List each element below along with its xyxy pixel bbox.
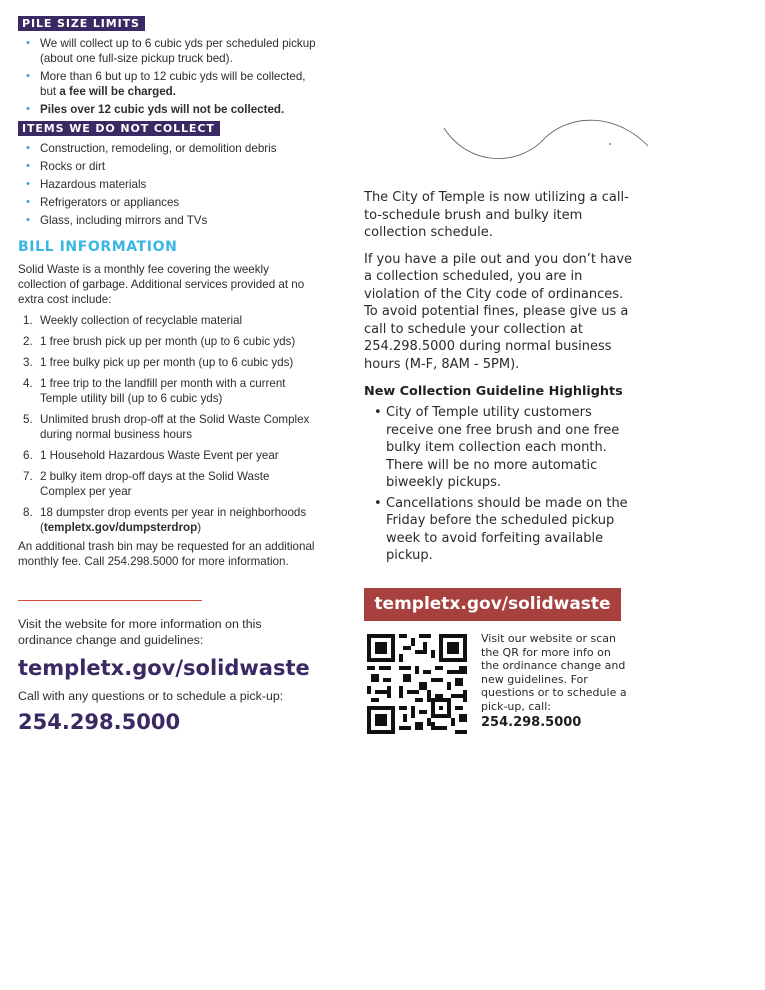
qr-info-section: [481, 632, 627, 730]
pile-size-limits-section: [18, 14, 318, 120]
items-not-collected-section: [18, 119, 318, 231]
bill-information-section: [18, 239, 318, 569]
visit-website-text: Visit the website for more information on this ordinance change and guidelines:: [18, 617, 262, 647]
list-item: • We will collect up to 6 cubic yds per scheduled pickup (about one full-size pickup truck bed).: [18, 36, 318, 66]
contact-section: [18, 616, 318, 734]
list-item: • More than 6 but up to 12 cubic yds will be collected, but a fee will be charged.: [18, 69, 318, 99]
items-not-collected-header: ITEMS WE DO NOT COLLECT: [18, 121, 220, 136]
phone-number[interactable]: 254.298.5000: [18, 710, 181, 734]
violation-paragraph: If you have a pile out and you don’t have a collection scheduled, you are in violation of the City code of ordinances. To avoid potential fines, please give us a call to schedule your collection at 254.298.5000 during normal business hours (M-F, 8AM - 5PM).: [364, 251, 633, 372]
items-not-collected-list: [18, 141, 318, 228]
list-item: 4. 1 free trip to the landfill per month with a current Temple utility bill (up to 6 cubic yds): [23, 377, 286, 405]
list-item: • Refrigerators or appliances: [18, 195, 318, 210]
list-item: 7. 2 bulky item drop-off days at the Solid Waste Complex per year: [23, 470, 270, 498]
bill-information-intro: Solid Waste is a monthly fee covering the weekly collection of garbage. Additional services provided at no extra cost include:: [18, 263, 305, 306]
intro-paragraph: The City of Temple is now utilizing a call-to-schedule brush and bulky item collection schedule.: [364, 190, 629, 240]
qr-phone-number[interactable]: 254.298.5000: [481, 715, 582, 730]
website-banner[interactable]: templetx.gov/solidwaste: [364, 588, 621, 621]
list-item: • Glass, including mirrors and TVs: [18, 213, 318, 228]
list-item: • Hazardous materials: [18, 177, 318, 192]
list-item: • City of Temple utility customers receive one free brush and one free bulky item collection each month. There will be no more automatic biweekly pickups.: [364, 404, 636, 492]
pile-size-limits-header: PILE SIZE LIMITS: [18, 16, 145, 31]
bill-information-list: [18, 313, 318, 535]
list-item: • Cancellations should be made on the Friday before the scheduled pickup week to avoid forfeiting available pickup.: [364, 495, 636, 565]
list-item: 1. Weekly collection of recyclable material: [23, 314, 243, 327]
list-item: • Construction, remodeling, or demolition debris: [18, 141, 318, 156]
list-item: 5. Unlimited brush drop-off at the Solid Waste Complex during normal business hours: [23, 413, 310, 441]
dumpsterdrop-link[interactable]: templetx.gov/dumpsterdrop: [43, 521, 198, 534]
list-item: • Rocks or dirt: [18, 159, 318, 174]
list-item: • Piles over 12 cubic yds will not be collected.: [18, 102, 318, 117]
call-text: Call with any questions or to schedule a pick-up:: [18, 689, 284, 703]
highlights-title: New Collection Guideline Highlights: [364, 384, 623, 399]
bill-information-footer: An additional trash bin may be requested for an additional monthly fee. Call 254.298.5000 for more information.: [18, 540, 315, 568]
list-item: 3. 1 free bulky pick up per month (up to 6 cubic yds): [23, 356, 294, 369]
qr-info-text: Visit our website or scan the QR for more info on the ordinance change and new guidelines. For questions or to schedule a pick-up, call:: [481, 632, 627, 713]
website-link[interactable]: templetx.gov/solidwaste: [18, 656, 310, 680]
bill-information-title: BILL INFORMATION: [18, 239, 178, 255]
list-item: 2. 1 free brush pick up per month (up to 6 cubic yds): [23, 335, 296, 348]
divider: [18, 600, 202, 601]
highlights-list: [364, 404, 636, 565]
right-intro-section: [364, 189, 636, 568]
qr-code-icon[interactable]: [367, 634, 467, 734]
decorative-swoosh: [440, 108, 652, 170]
list-item: 6. 1 Household Hazardous Waste Event per year: [23, 449, 279, 462]
list-item: 8. 18 dumpster drop events per year in neighborhoods (templetx.gov/dumpsterdrop): [23, 506, 307, 534]
pile-size-limits-list: [18, 36, 318, 117]
